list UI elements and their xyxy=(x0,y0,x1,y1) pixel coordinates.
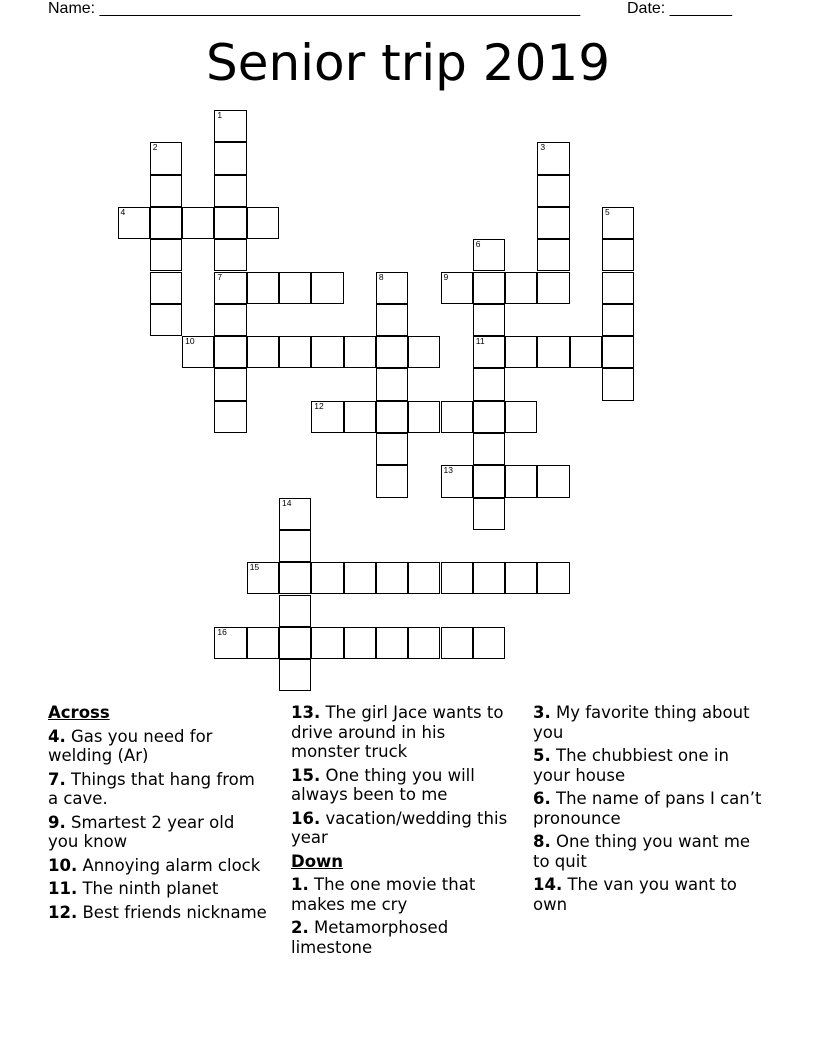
grid-cell[interactable] xyxy=(376,627,408,659)
clue-item-text: The name of pans I can’t pronounce xyxy=(533,789,762,828)
grid-cell[interactable] xyxy=(473,627,505,659)
grid-cell[interactable] xyxy=(182,336,214,368)
grid-cell[interactable] xyxy=(311,562,343,594)
grid-cell[interactable] xyxy=(279,659,311,691)
clue-item-number: 16. xyxy=(291,808,321,828)
clue-number: 3 xyxy=(540,142,546,153)
clue-number: 4 xyxy=(120,206,126,217)
clue-item-text: Annoying alarm clock xyxy=(77,855,261,875)
grid-cell[interactable] xyxy=(537,272,569,304)
grid-cell[interactable] xyxy=(279,272,311,304)
grid-cell[interactable] xyxy=(150,175,182,207)
grid-cell[interactable] xyxy=(505,336,537,368)
grid-cell[interactable] xyxy=(376,465,408,497)
grid-cell[interactable] xyxy=(214,272,246,304)
grid-cell[interactable] xyxy=(602,239,634,271)
clue-item-text: The ninth planet xyxy=(77,879,219,898)
grid-cell[interactable] xyxy=(214,239,246,271)
grid-cell[interactable] xyxy=(247,627,279,659)
grid-cell[interactable] xyxy=(118,207,150,239)
clue-item xyxy=(291,766,516,805)
grid-cell[interactable] xyxy=(473,498,505,530)
clue-number: 10 xyxy=(185,336,195,347)
clue-item xyxy=(291,875,516,914)
across-heading: Across xyxy=(48,703,110,722)
grid-cell[interactable] xyxy=(150,239,182,271)
clue-item xyxy=(48,903,268,923)
grid-cell[interactable] xyxy=(311,401,343,433)
clues-column-2 xyxy=(291,703,516,961)
clue-item xyxy=(48,727,268,766)
grid-cell[interactable] xyxy=(505,562,537,594)
grid-cell[interactable] xyxy=(473,272,505,304)
clue-item-number: 15. xyxy=(291,765,321,785)
grid-cell[interactable] xyxy=(441,562,473,594)
grid-cell[interactable] xyxy=(150,142,182,174)
grid-cell[interactable] xyxy=(408,627,440,659)
grid-cell[interactable] xyxy=(247,272,279,304)
clue-item-number: 12. xyxy=(48,902,78,922)
clue-item-number: 5. xyxy=(533,746,551,765)
clue-number: 12 xyxy=(314,400,324,411)
grid-cell[interactable] xyxy=(247,562,279,594)
clue-item xyxy=(291,918,516,957)
grid-cell[interactable] xyxy=(505,401,537,433)
clue-number: 7 xyxy=(217,271,223,282)
grid-cell[interactable] xyxy=(247,207,279,239)
grid-cell[interactable] xyxy=(537,562,569,594)
grid-cell[interactable] xyxy=(537,336,569,368)
clue-item xyxy=(291,703,516,762)
grid-cell[interactable] xyxy=(376,272,408,304)
clue-item-text: Metamorphosed limestone xyxy=(291,918,449,957)
down-heading: Down xyxy=(291,851,344,871)
grid-cell[interactable] xyxy=(279,336,311,368)
grid-cell[interactable] xyxy=(602,336,634,368)
clue-number: 14 xyxy=(282,497,292,508)
grid-cell[interactable] xyxy=(570,336,602,368)
grid-cell[interactable] xyxy=(214,207,246,239)
grid-cell[interactable] xyxy=(473,368,505,400)
date-field-label: Date: _______ xyxy=(627,0,732,17)
clue-number: 5 xyxy=(605,206,610,217)
clue-item xyxy=(533,832,768,871)
grid-cell[interactable] xyxy=(376,304,408,336)
grid-cell[interactable] xyxy=(473,401,505,433)
grid-cell[interactable] xyxy=(150,272,182,304)
grid-cell[interactable] xyxy=(311,272,343,304)
clue-item-number: 14. xyxy=(533,875,563,894)
clue-number: 6 xyxy=(475,239,481,250)
grid-cell[interactable] xyxy=(537,465,569,497)
grid-cell[interactable] xyxy=(279,498,311,530)
clue-item-text: Things that hang from a cave. xyxy=(48,769,255,808)
grid-cell[interactable] xyxy=(150,304,182,336)
grid-cell[interactable] xyxy=(214,401,246,433)
clue-item-number: 8. xyxy=(533,832,551,851)
clue-item-text: My favorite thing about you xyxy=(533,703,750,742)
clue-item-number: 9. xyxy=(48,812,66,832)
grid-cell[interactable] xyxy=(602,272,634,304)
clue-item-text: vacation/wedding this year xyxy=(291,808,508,847)
clue-item-text: One thing you want me to quit xyxy=(533,832,751,871)
grid-cell[interactable] xyxy=(473,304,505,336)
grid-cell[interactable] xyxy=(408,401,440,433)
clue-item-text: Gas you need for welding (Ar) xyxy=(48,726,213,765)
grid-cell[interactable] xyxy=(344,401,376,433)
clue-item-text: One thing you will always been to me xyxy=(291,765,475,804)
grid-cell[interactable] xyxy=(311,627,343,659)
grid-cell[interactable] xyxy=(441,465,473,497)
grid-cell[interactable] xyxy=(602,368,634,400)
clue-number: 13 xyxy=(443,465,453,476)
clue-item xyxy=(533,746,768,785)
clue-item xyxy=(48,856,268,876)
clue-item-number: 3. xyxy=(533,703,551,722)
grid-cell[interactable] xyxy=(214,368,246,400)
clue-item-number: 13. xyxy=(291,703,321,722)
clues-column-1 xyxy=(48,703,268,926)
clue-number: 15 xyxy=(249,562,260,573)
grid-cell[interactable] xyxy=(537,175,569,207)
grid-cell[interactable] xyxy=(214,627,246,659)
grid-cell[interactable] xyxy=(182,207,214,239)
grid-cell[interactable] xyxy=(279,530,311,562)
grid-cell[interactable] xyxy=(247,336,279,368)
grid-cell[interactable] xyxy=(537,142,569,174)
clue-item xyxy=(48,770,268,809)
clue-item-number: 1. xyxy=(291,875,309,894)
grid-cell[interactable] xyxy=(473,239,505,271)
clue-item-text: The van you want to own xyxy=(533,875,737,914)
grid-cell[interactable] xyxy=(376,562,408,594)
grid-cell[interactable] xyxy=(214,175,246,207)
clue-item-number: 10. xyxy=(48,855,78,875)
clue-item xyxy=(48,813,268,852)
clue-number: 8 xyxy=(378,271,384,282)
clue-number: 9 xyxy=(443,271,449,282)
grid-cell[interactable] xyxy=(214,142,246,174)
page-title: Senior trip 2019 xyxy=(205,34,611,92)
clue-item-text: Best friends nickname xyxy=(77,902,267,922)
clue-item-text: Smartest 2 year old you know xyxy=(48,812,235,851)
clue-item-number: 6. xyxy=(533,789,551,808)
grid-cell[interactable] xyxy=(537,207,569,239)
grid-cell[interactable] xyxy=(441,627,473,659)
grid-cell[interactable] xyxy=(279,562,311,594)
grid-cell[interactable] xyxy=(279,595,311,627)
grid-cell[interactable] xyxy=(473,562,505,594)
clue-item xyxy=(533,703,768,742)
grid-cell[interactable] xyxy=(505,465,537,497)
clue-item-number: 11. xyxy=(48,879,78,898)
grid-cell[interactable] xyxy=(214,110,246,142)
grid-cell[interactable] xyxy=(279,627,311,659)
grid-cell[interactable] xyxy=(602,207,634,239)
grid-cell[interactable] xyxy=(214,336,246,368)
clue-item xyxy=(48,879,268,899)
grid-cell[interactable] xyxy=(473,336,505,368)
clue-item-number: 4. xyxy=(48,726,66,746)
clue-item-text: The chubbiest one in your house xyxy=(533,746,729,785)
grid-cell[interactable] xyxy=(602,304,634,336)
grid-cell[interactable] xyxy=(408,336,440,368)
grid-cell[interactable] xyxy=(376,401,408,433)
clue-item-number: 2. xyxy=(291,918,309,937)
grid-cell[interactable] xyxy=(505,272,537,304)
grid-cell[interactable] xyxy=(441,401,473,433)
grid-cell[interactable] xyxy=(344,562,376,594)
grid-cell[interactable] xyxy=(441,272,473,304)
grid-cell[interactable] xyxy=(473,433,505,465)
grid-cell[interactable] xyxy=(376,336,408,368)
grid-cell[interactable] xyxy=(150,207,182,239)
clue-item-text: The girl Jace wants to drive around in his monster truck xyxy=(291,703,504,761)
name-field-label: Name: ______________________________________________________ xyxy=(48,0,581,17)
grid-cell[interactable] xyxy=(344,627,376,659)
grid-cell[interactable] xyxy=(214,304,246,336)
clue-number: 1 xyxy=(217,110,223,120)
grid-cell[interactable] xyxy=(344,336,376,368)
grid-cell[interactable] xyxy=(537,239,569,271)
clue-item xyxy=(533,875,768,914)
clue-item xyxy=(291,809,516,848)
clue-number: 16 xyxy=(217,626,227,637)
grid-cell[interactable] xyxy=(311,336,343,368)
grid-cell[interactable] xyxy=(376,368,408,400)
clues-column-3 xyxy=(533,703,768,918)
clue-item xyxy=(533,789,768,828)
grid-cell[interactable] xyxy=(408,562,440,594)
clue-number: 2 xyxy=(152,142,158,153)
grid-cell[interactable] xyxy=(376,433,408,465)
grid-cell[interactable] xyxy=(473,465,505,497)
clue-item-number: 7. xyxy=(48,769,66,789)
clue-item-text: The one movie that makes me cry xyxy=(291,875,476,914)
clue-number: 11 xyxy=(475,336,485,347)
